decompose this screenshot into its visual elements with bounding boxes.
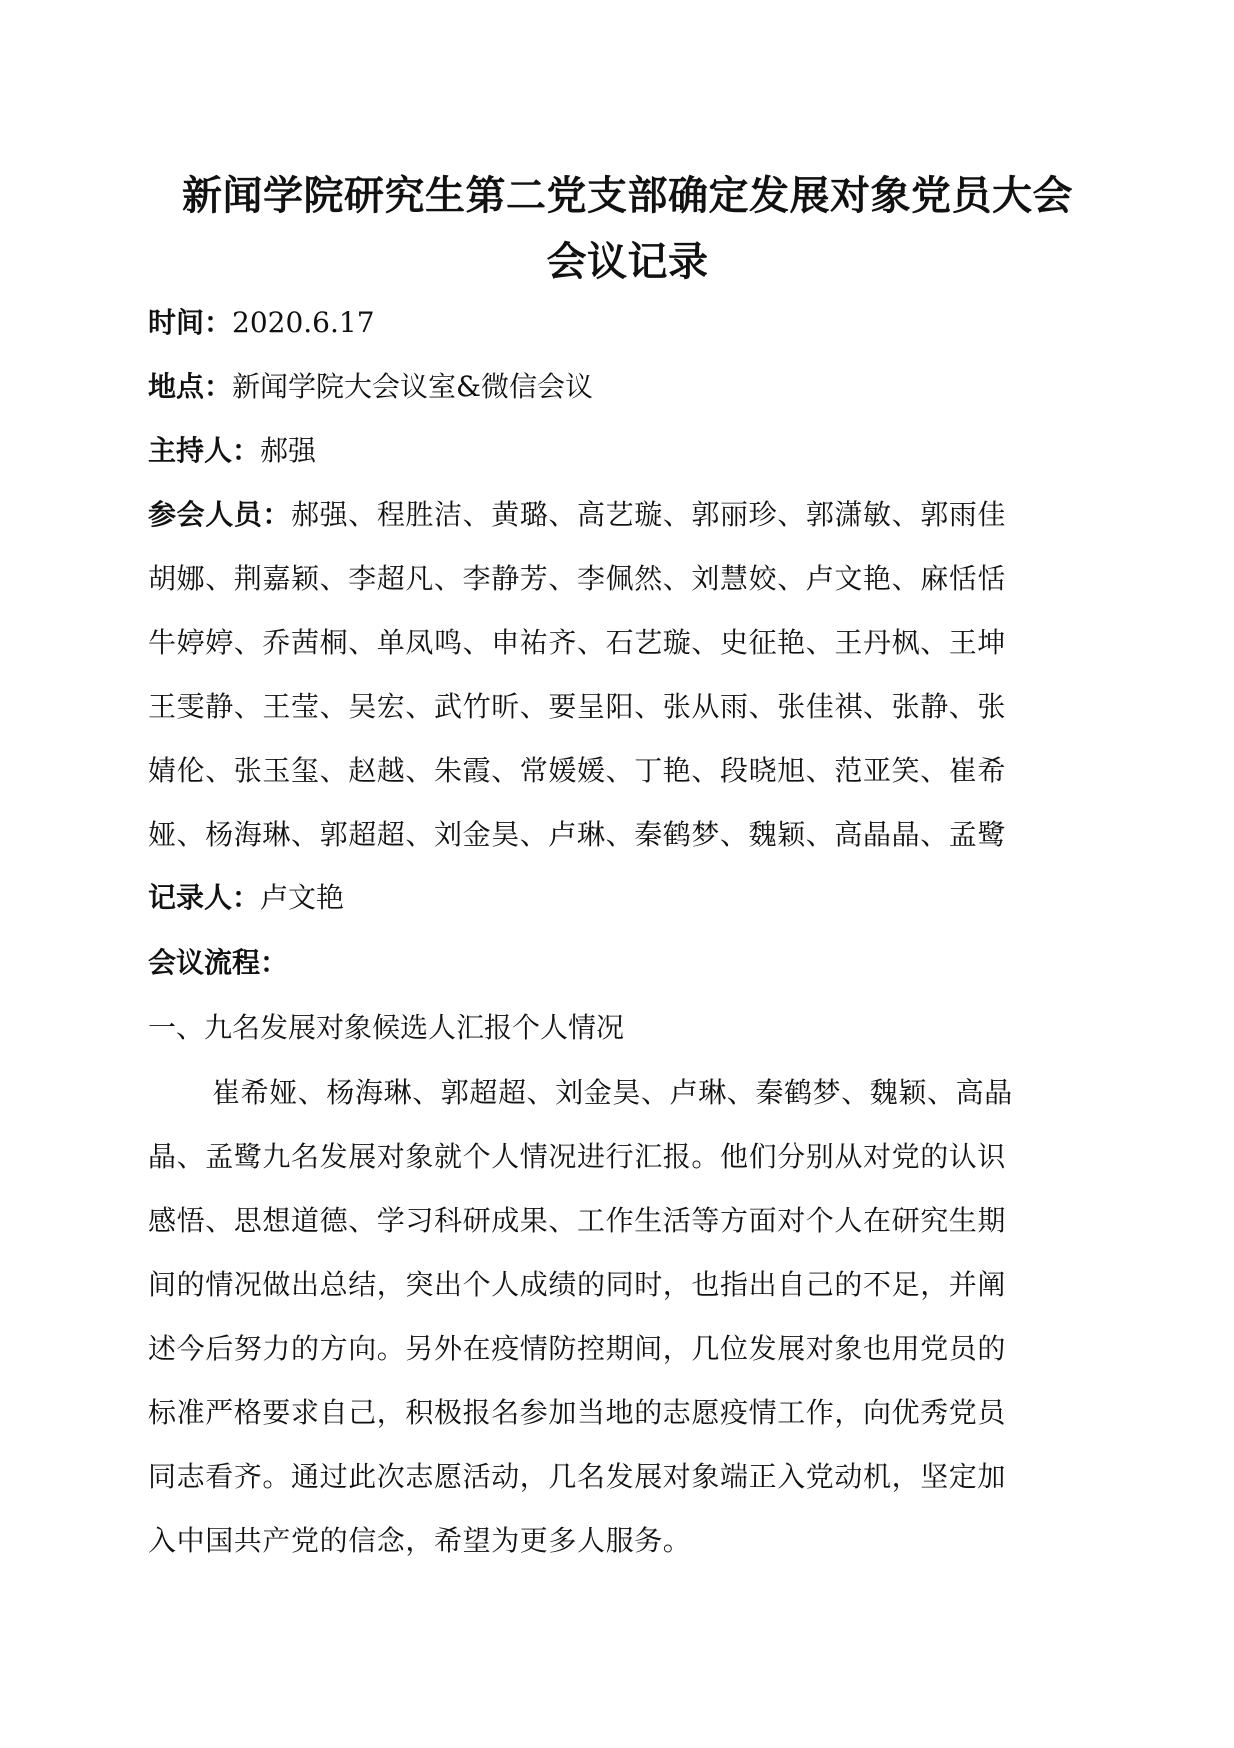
paragraph-line: 同志看齐。通过此次志愿活动，几名发展对象端正入党动机，坚定加 xyxy=(148,1460,1007,1493)
participants-line: 胡娜、荆嘉颖、李超凡、李静芳、李佩然、刘慧姣、卢文艳、麻恬恬 xyxy=(148,562,1007,595)
agenda-heading xyxy=(148,945,1108,981)
document-title-line-1: 新闻学院研究生第二党支部确定发展对象党员大会 xyxy=(182,173,1073,219)
meeting-place xyxy=(148,369,1108,405)
meeting-recorder xyxy=(148,880,1108,916)
meeting-time xyxy=(148,305,1108,341)
host-label: 主持人： xyxy=(148,434,261,467)
paragraph-line: 感悟、思想道德、学习科研成果、工作生活等方面对个人在研究生期 xyxy=(148,1204,1007,1237)
paragraph-line: 间的情况做出总结，突出个人成绩的同时，也指出自己的不足，并阐 xyxy=(148,1268,1007,1301)
time-label: 时间： xyxy=(148,306,233,339)
participants-line: 王雯静、王莹、吴宏、武竹昕、要呈阳、张从雨、张佳祺、张静、张 xyxy=(148,690,1007,723)
paragraph-line: 入中国共产党的信念，希望为更多人服务。 xyxy=(148,1524,692,1557)
meeting-host xyxy=(148,433,1108,469)
document-title-line-2: 会议记录 xyxy=(546,239,709,285)
paragraph-line: 崔希娅、杨海琳、郭超超、刘金昊、卢琳、秦鹤梦、魏颖、高晶 xyxy=(212,1076,1013,1109)
section-1-heading: 一、九名发展对象候选人汇报个人情况 xyxy=(148,1011,625,1044)
participants-line: 牛婷婷、乔茜桐、单凤鸣、申祐齐、石艺璇、史征艳、王丹枫、王坤 xyxy=(148,626,1007,659)
participants-line: 婧伦、张玉玺、赵越、朱霞、常媛媛、丁艳、段晓旭、范亚笑、崔希 xyxy=(148,754,1007,787)
agenda-label: 会议流程： xyxy=(148,946,289,979)
participants-line: 娅、杨海琳、郭超超、刘金昊、卢琳、秦鹤梦、魏颖、高晶晶、孟鹭 xyxy=(148,818,1007,851)
paragraph-line: 标准严格要求自己，积极报名参加当地的志愿疫情工作，向优秀党员 xyxy=(148,1396,1007,1429)
time-value: 2020.6.17 xyxy=(232,306,375,339)
recorder-value: 卢文艳 xyxy=(260,881,345,914)
participants-label: 参会人员： xyxy=(148,498,292,531)
participants-text: 郝强、程胜洁、黄璐、高艺璇、郭丽珍、郭潇敏、郭雨佳 xyxy=(291,498,1007,531)
place-value: 新闻学院大会议室&微信会议 xyxy=(232,370,593,403)
paragraph-line: 述今后努力的方向。另外在疫情防控期间，几位发展对象也用党员的 xyxy=(148,1332,1007,1365)
paragraph-line: 晶、孟鹭九名发展对象就个人情况进行汇报。他们分别从对党的认识 xyxy=(148,1140,1007,1173)
place-label: 地点： xyxy=(148,370,233,403)
host-value: 郝强 xyxy=(260,434,317,467)
participants-line xyxy=(148,497,1108,533)
recorder-label: 记录人： xyxy=(148,881,261,914)
